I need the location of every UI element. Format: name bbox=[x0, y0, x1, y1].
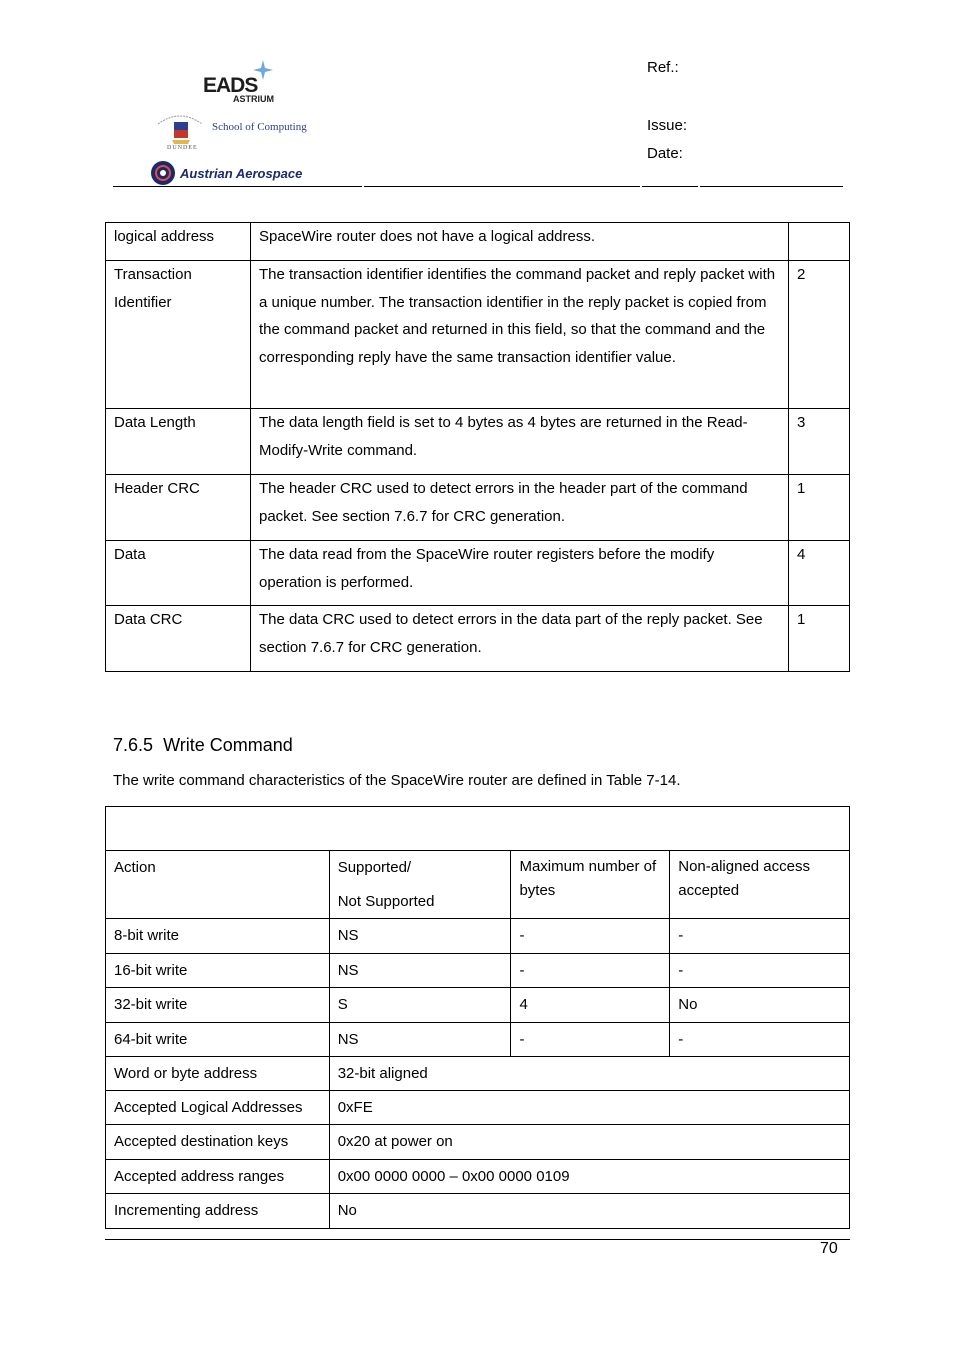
table-row bbox=[106, 1057, 850, 1091]
field-description-cell: The transaction identifier identifies the command packet and reply packet with a unique number. The transaction identifier in the reply packet is copied from the command packet and returned in this field, so that the command and the corresponding reply have the same transaction identifier value. bbox=[251, 261, 789, 409]
dundee-logo bbox=[150, 110, 350, 156]
action-cell: 16-bit write bbox=[106, 954, 330, 988]
field-description-cell: The data read from the SpaceWire router registers before the modify operation is performed. bbox=[251, 541, 789, 606]
footer-divider bbox=[105, 1239, 850, 1240]
table-row bbox=[106, 919, 850, 954]
property-label-cell: Accepted destination keys bbox=[106, 1125, 330, 1160]
field-description-cell: SpaceWire router does not have a logical address. bbox=[251, 223, 789, 261]
header-divider bbox=[642, 186, 698, 187]
field-name-cell: Data CRC bbox=[106, 606, 251, 672]
field-name-cell: Header CRC bbox=[106, 475, 251, 541]
date-label: Date: bbox=[647, 145, 683, 162]
supported-cell: NS bbox=[329, 919, 511, 954]
action-cell: 64-bit write bbox=[106, 1023, 330, 1057]
field-size-cell: 1 bbox=[789, 606, 850, 672]
property-value-cell: 0x00 0000 0000 – 0x00 0000 0109 bbox=[329, 1160, 849, 1194]
table-row bbox=[106, 954, 850, 988]
header-divider bbox=[700, 186, 843, 187]
field-description-cell: The data length field is set to 4 bytes as 4 bytes are returned in the Read-Modify-Write command. bbox=[251, 409, 789, 475]
property-label-cell: Incrementing address bbox=[106, 1194, 330, 1229]
table-row bbox=[106, 541, 850, 606]
table-caption-row bbox=[106, 807, 850, 851]
property-label-cell: Accepted address ranges bbox=[106, 1160, 330, 1194]
write-command-table bbox=[105, 806, 850, 1229]
header-non-aligned: Non-aligned access accepted bbox=[670, 851, 850, 919]
section-number: 7.6.5 bbox=[113, 735, 154, 755]
field-size-cell: 4 bbox=[789, 541, 850, 606]
field-description-cell: The header CRC used to detect errors in the header part of the command packet. See section 7.6.7 for CRC generation. bbox=[251, 475, 789, 541]
field-size-cell bbox=[789, 223, 850, 261]
max-bytes-cell: - bbox=[511, 954, 670, 988]
table-row bbox=[106, 1160, 850, 1194]
property-label-cell: Word or byte address bbox=[106, 1057, 330, 1091]
field-name-cell: Data Length bbox=[106, 409, 251, 475]
table-row bbox=[106, 475, 850, 541]
header-divider bbox=[364, 186, 640, 187]
field-name-cell: logical address bbox=[106, 223, 251, 261]
action-cell: 32-bit write bbox=[106, 988, 330, 1023]
issue-label: Issue: bbox=[647, 117, 688, 134]
property-value-cell: No bbox=[329, 1194, 849, 1229]
eads-astrium-logo bbox=[203, 58, 283, 108]
field-size-cell: 1 bbox=[789, 475, 850, 541]
astrium-logo-text: ASTRIUM bbox=[233, 94, 274, 104]
eads-logo-text: EADS bbox=[203, 74, 258, 97]
globe-icon bbox=[150, 160, 178, 188]
ref-label: Ref.: bbox=[647, 59, 679, 76]
header-action: Action bbox=[106, 851, 330, 919]
max-bytes-cell: - bbox=[511, 919, 670, 954]
table-header-row bbox=[106, 851, 850, 919]
table-row bbox=[106, 223, 850, 261]
header-supported bbox=[329, 851, 511, 919]
header-supported-line2: Not Supported bbox=[337, 893, 435, 910]
austrian-aerospace-logo bbox=[150, 160, 350, 188]
table-row bbox=[106, 988, 850, 1023]
header-supported-line1: Supported/ bbox=[337, 859, 412, 876]
field-description-cell: The data CRC used to detect errors in the data part of the reply packet. See section 7.6.7 for CRC generation. bbox=[251, 606, 789, 672]
table-row bbox=[106, 261, 850, 409]
supported-cell: S bbox=[329, 988, 511, 1023]
property-label-cell: Accepted Logical Addresses bbox=[106, 1091, 330, 1125]
school-of-computing-text: School of Computing bbox=[212, 121, 307, 133]
action-cell: 8-bit write bbox=[106, 919, 330, 954]
field-name-cell: Data bbox=[106, 541, 251, 606]
field-name-cell: Transaction Identifier bbox=[106, 261, 251, 409]
non-aligned-cell: - bbox=[670, 1023, 850, 1057]
non-aligned-cell: - bbox=[670, 919, 850, 954]
non-aligned-cell: No bbox=[670, 988, 850, 1023]
austrian-aerospace-text: Austrian Aerospace bbox=[180, 166, 303, 181]
table-row bbox=[106, 1125, 850, 1160]
page-number: 70 bbox=[820, 1240, 838, 1257]
property-value-cell: 32-bit aligned bbox=[329, 1057, 849, 1091]
section-heading bbox=[113, 735, 293, 756]
header-divider bbox=[113, 186, 362, 187]
section-intro: The write command characteristics of the SpaceWire router are defined in Table 7-14. bbox=[113, 772, 681, 789]
supported-cell: NS bbox=[329, 954, 511, 988]
supported-cell: NS bbox=[329, 1023, 511, 1057]
section-title: Write Command bbox=[163, 735, 293, 755]
table-row bbox=[106, 606, 850, 672]
property-value-cell: 0xFE bbox=[329, 1091, 849, 1125]
field-size-cell: 2 bbox=[789, 261, 850, 409]
dundee-text: DUNDEE bbox=[167, 145, 198, 151]
max-bytes-cell: - bbox=[511, 1023, 670, 1057]
max-bytes-cell: 4 bbox=[511, 988, 670, 1023]
property-value-cell: 0x20 at power on bbox=[329, 1125, 849, 1160]
table-row bbox=[106, 1091, 850, 1125]
table-row bbox=[106, 409, 850, 475]
field-size-cell: 3 bbox=[789, 409, 850, 475]
table-row bbox=[106, 1194, 850, 1229]
table-caption bbox=[106, 807, 850, 851]
header-max-bytes: Maximum number of bytes bbox=[511, 851, 670, 919]
reply-fields-table bbox=[105, 222, 850, 672]
non-aligned-cell: - bbox=[670, 954, 850, 988]
table-row bbox=[106, 1023, 850, 1057]
